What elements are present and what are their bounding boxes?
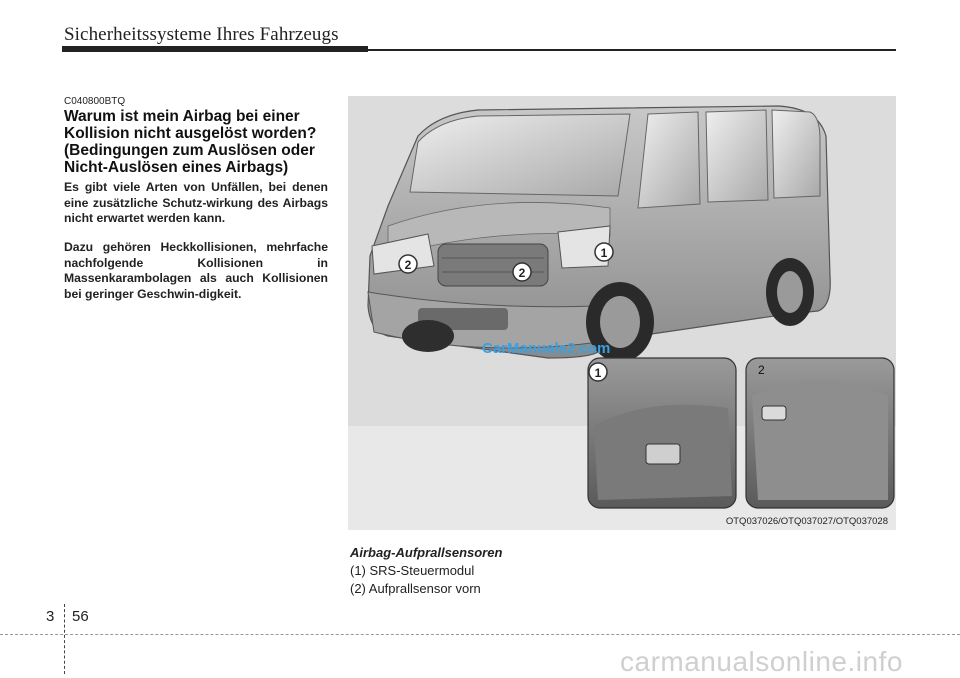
marker-1-body: 1: [600, 246, 608, 260]
inset-label-2: 2: [758, 363, 765, 377]
caption-title: Airbag-Aufprallsensoren: [350, 545, 503, 560]
paragraph-1: Es gibt viele Arten von Unfällen, bei denen eine zusätzliche Schutz-wirkung des Airbags nicht erwartet werden kann.: [64, 180, 328, 225]
marker-1-inset: 1: [594, 366, 602, 380]
caption-item-2: (2) Aufprallsensor vorn: [350, 581, 481, 596]
figure-code: OTQ037026/OTQ037027/OTQ037028: [725, 516, 888, 527]
page-header-title: Sicherheitssysteme Ihres Fahrzeugs: [64, 24, 339, 45]
paragraph-2: Dazu gehören Heckkollisionen, mehrfache nachfolgende Kollisionen in Massenkarambolagen als auch Kollisionen bei geringer Geschwin-digkeit.: [64, 240, 328, 301]
chapter-number: 3: [46, 608, 55, 625]
footer-separator: [64, 604, 65, 674]
caption-item-1: (1) SRS-Steuermodul: [350, 563, 475, 578]
marker-2-left: 2: [404, 258, 412, 272]
section-heading: Warum ist mein Airbag bei einer Kollision nicht ausgelöst worden? (Bedingungen zum Auslösen oder Nicht-Auslösen eines Airbags): [64, 108, 317, 176]
watermark-text: CarManuals2.com: [482, 340, 611, 357]
section-code: C040800BTQ: [64, 96, 126, 107]
van-illustration: [348, 96, 896, 530]
page-number: 56: [72, 608, 89, 625]
header-rule: [62, 49, 896, 51]
site-watermark: carmanualsonline.info: [620, 646, 903, 677]
airbag-sensor-figure: [348, 96, 896, 530]
marker-2-right: 2: [518, 266, 526, 280]
footer-rule: [0, 634, 960, 635]
figure-caption: [350, 544, 502, 598]
